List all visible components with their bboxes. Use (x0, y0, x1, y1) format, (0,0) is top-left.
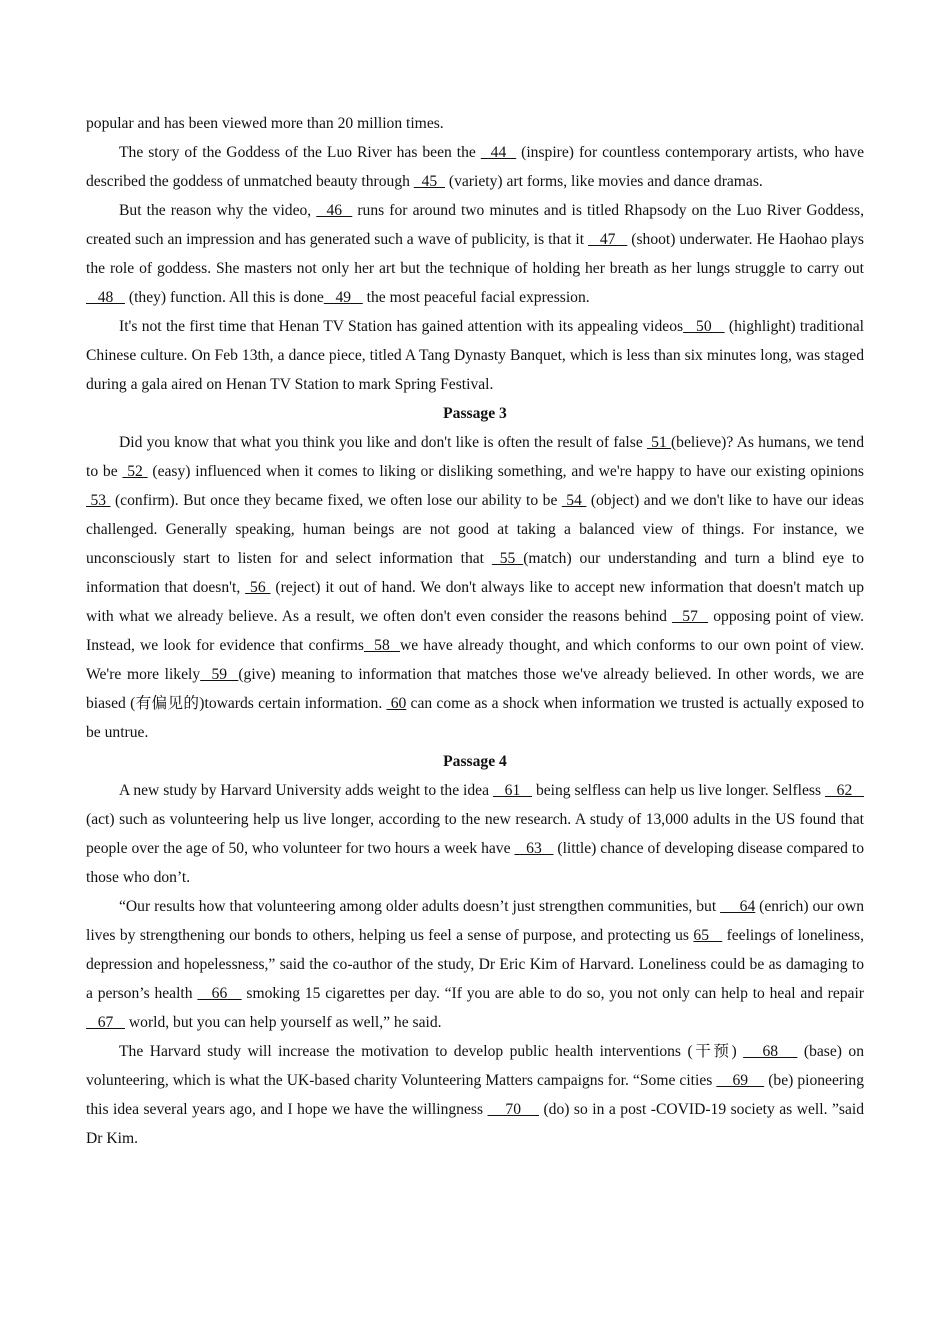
answer-blank: 63 (514, 840, 554, 857)
text-run: (match) our understanding and turn a blind eye to information that doesn't, (86, 550, 865, 596)
text-run: feelings of loneliness, depression and hopelessness,” said the co-author of the study, Dr Eric Kim of Harvard. Loneliness could be as damaging to a person’s health (86, 927, 864, 1002)
text-run: (confirm). But once they became fixed, we often lose our ability to be (110, 492, 562, 509)
answer-blank: 44 (480, 144, 517, 161)
text-run: (little) chance of developing disease compared to those who don’t. (86, 840, 865, 886)
answer-blank: 46 (316, 202, 353, 219)
text-run: (do) so in a post -COVID-19 society as well. ”said Dr Kim. (86, 1101, 864, 1147)
answer-blank: 54 (561, 492, 587, 509)
answer-blank: 66 (197, 985, 242, 1002)
answer-blank: 69 (716, 1072, 765, 1089)
answer-blank: 59 (200, 666, 239, 683)
answer-blank: 62 (824, 782, 865, 799)
text-run: (they) function. All this is done (124, 289, 324, 306)
answer-blank: 68 (743, 1043, 798, 1060)
text-run: It's not the first time that Henan TV Station has gained attention with its appealing videos (119, 318, 684, 335)
text-run: Did you know that what you think you like and don't like is often the result of false (119, 434, 647, 451)
passage-4-heading: Passage 4 (443, 753, 507, 770)
answer-blank: 53 (86, 492, 111, 509)
paragraph-goddess-inspiration (86, 138, 864, 196)
paragraph-interventions (86, 1037, 864, 1153)
text-run: world, but you can help yourself as well,” he said. (124, 1014, 442, 1031)
answer-blank: 57 (672, 608, 709, 625)
text-run: being selfless can help us live longer. Selfless (532, 782, 825, 799)
paragraph-continued (86, 109, 864, 138)
answer-blank: 51 (646, 434, 671, 451)
answer-blank: 61 (492, 782, 533, 799)
answer-blank: 60 (386, 695, 407, 712)
paragraph-volunteering-results (86, 892, 864, 1037)
text-run: (highlight) traditional Chinese culture. On Feb 13th, a dance piece, titled A Tang Dynasty Banquet, which is less than six minutes long, was staged during a gala aired on Henan TV Station to mark Spring Festival. (86, 318, 865, 393)
text-run: (easy) influenced when it comes to liking or disliking something, and we're happy to have our existing opinions (147, 463, 865, 480)
answer-blank: 47 (588, 231, 628, 248)
answer-blank: 64 (720, 898, 756, 915)
document-page (86, 109, 864, 1153)
text-run: (shoot) underwater. He Haohao plays the role of goddess. She masters not only her art but the technique of holding her breath as her lungs struggle to carry out (86, 231, 864, 277)
answer-blank: 50 (683, 318, 725, 335)
text-run: The story of the Goddess of the Luo River has been the (119, 144, 481, 161)
answer-blank: 55 (491, 550, 524, 567)
text-run: can come as a shock when information we trusted is actually exposed to be untrue. (86, 695, 864, 741)
text-run: (reject) it out of hand. We don't always like to accept new information that doesn't match up with what we already believe. As a result, we often don't even consider the reasons behind (86, 579, 865, 625)
text-run: popular and has been viewed more than 20 million times. (86, 115, 444, 132)
paragraph-henan-tv (86, 312, 864, 399)
answer-blank: 70 (487, 1101, 539, 1118)
paragraph-false-belief (86, 428, 864, 747)
text-run: (give) meaning to information that matches those we've already believed. In other words, we are biased (有偏见的)towards certain information. (86, 666, 864, 712)
paragraph-video-reason (86, 196, 864, 312)
text-run: (believe)? As humans, we tend to be (86, 434, 864, 480)
answer-blank: 67 (86, 1014, 125, 1031)
passage-3-heading: Passage 3 (443, 405, 507, 422)
answer-blank: 52 (122, 463, 148, 480)
text-run: But the reason why the video, (119, 202, 317, 219)
text-run: (variety) art forms, like movies and dance dramas. (445, 173, 763, 190)
text-run: The Harvard study will increase the motivation to develop public health interventions (干预) (119, 1043, 744, 1060)
text-run: opposing point of view. Instead, we look for evidence that confirms (86, 608, 865, 654)
text-run: (act) such as volunteering help us live longer, according to the new research. A study of 13,000 adults in the US found that people over the age of 50, who volunteer for two hours a week have (86, 811, 864, 857)
text-run: (base) on volunteering, which is what the UK-based charity Volunteering Matters campaigns for. “Some cities (86, 1043, 865, 1089)
text-run: A new study by Harvard University adds weight to the idea (119, 782, 493, 799)
text-run: “Our results how that volunteering among older adults doesn’t just strengthen communities, but (119, 898, 721, 915)
answer-blank: 49 (323, 289, 363, 306)
text-run: (object) and we don't like to have our ideas challenged. Generally speaking, human beings are not good at taking a balanced view of things. For instance, we unconsciously start to listen for and select information that (86, 492, 865, 567)
answer-blank: 56 (245, 579, 271, 596)
text-run: smoking 15 cigarettes per day. “If you are able to do so, you not only can help to heal and repair (241, 985, 864, 1002)
text-run: the most peaceful facial expression. (362, 289, 590, 306)
answer-blank: 45 (413, 173, 445, 190)
text-run: (be) pioneering this idea several years ago, and I hope we have the willingness (86, 1072, 865, 1118)
answer-blank: 65 (693, 927, 723, 944)
text-run: (enrich) our own lives by strengthening our bonds to others, helping us feel a sense of purpose, and protecting us (86, 898, 865, 944)
answer-blank: 58 (363, 637, 400, 654)
text-run: we have already thought, and which conforms to our own point of view. We're more likely (86, 637, 864, 683)
text-run: runs for around two minutes and is titled Rhapsody on the Luo River Goddess, created such an impression and has generated such a wave of publicity, is that it (86, 202, 864, 248)
paragraph-harvard-study (86, 776, 864, 892)
text-run: (inspire) for countless contemporary artists, who have described the goddess of unmatched beauty through (86, 144, 864, 190)
answer-blank: 48 (86, 289, 125, 306)
